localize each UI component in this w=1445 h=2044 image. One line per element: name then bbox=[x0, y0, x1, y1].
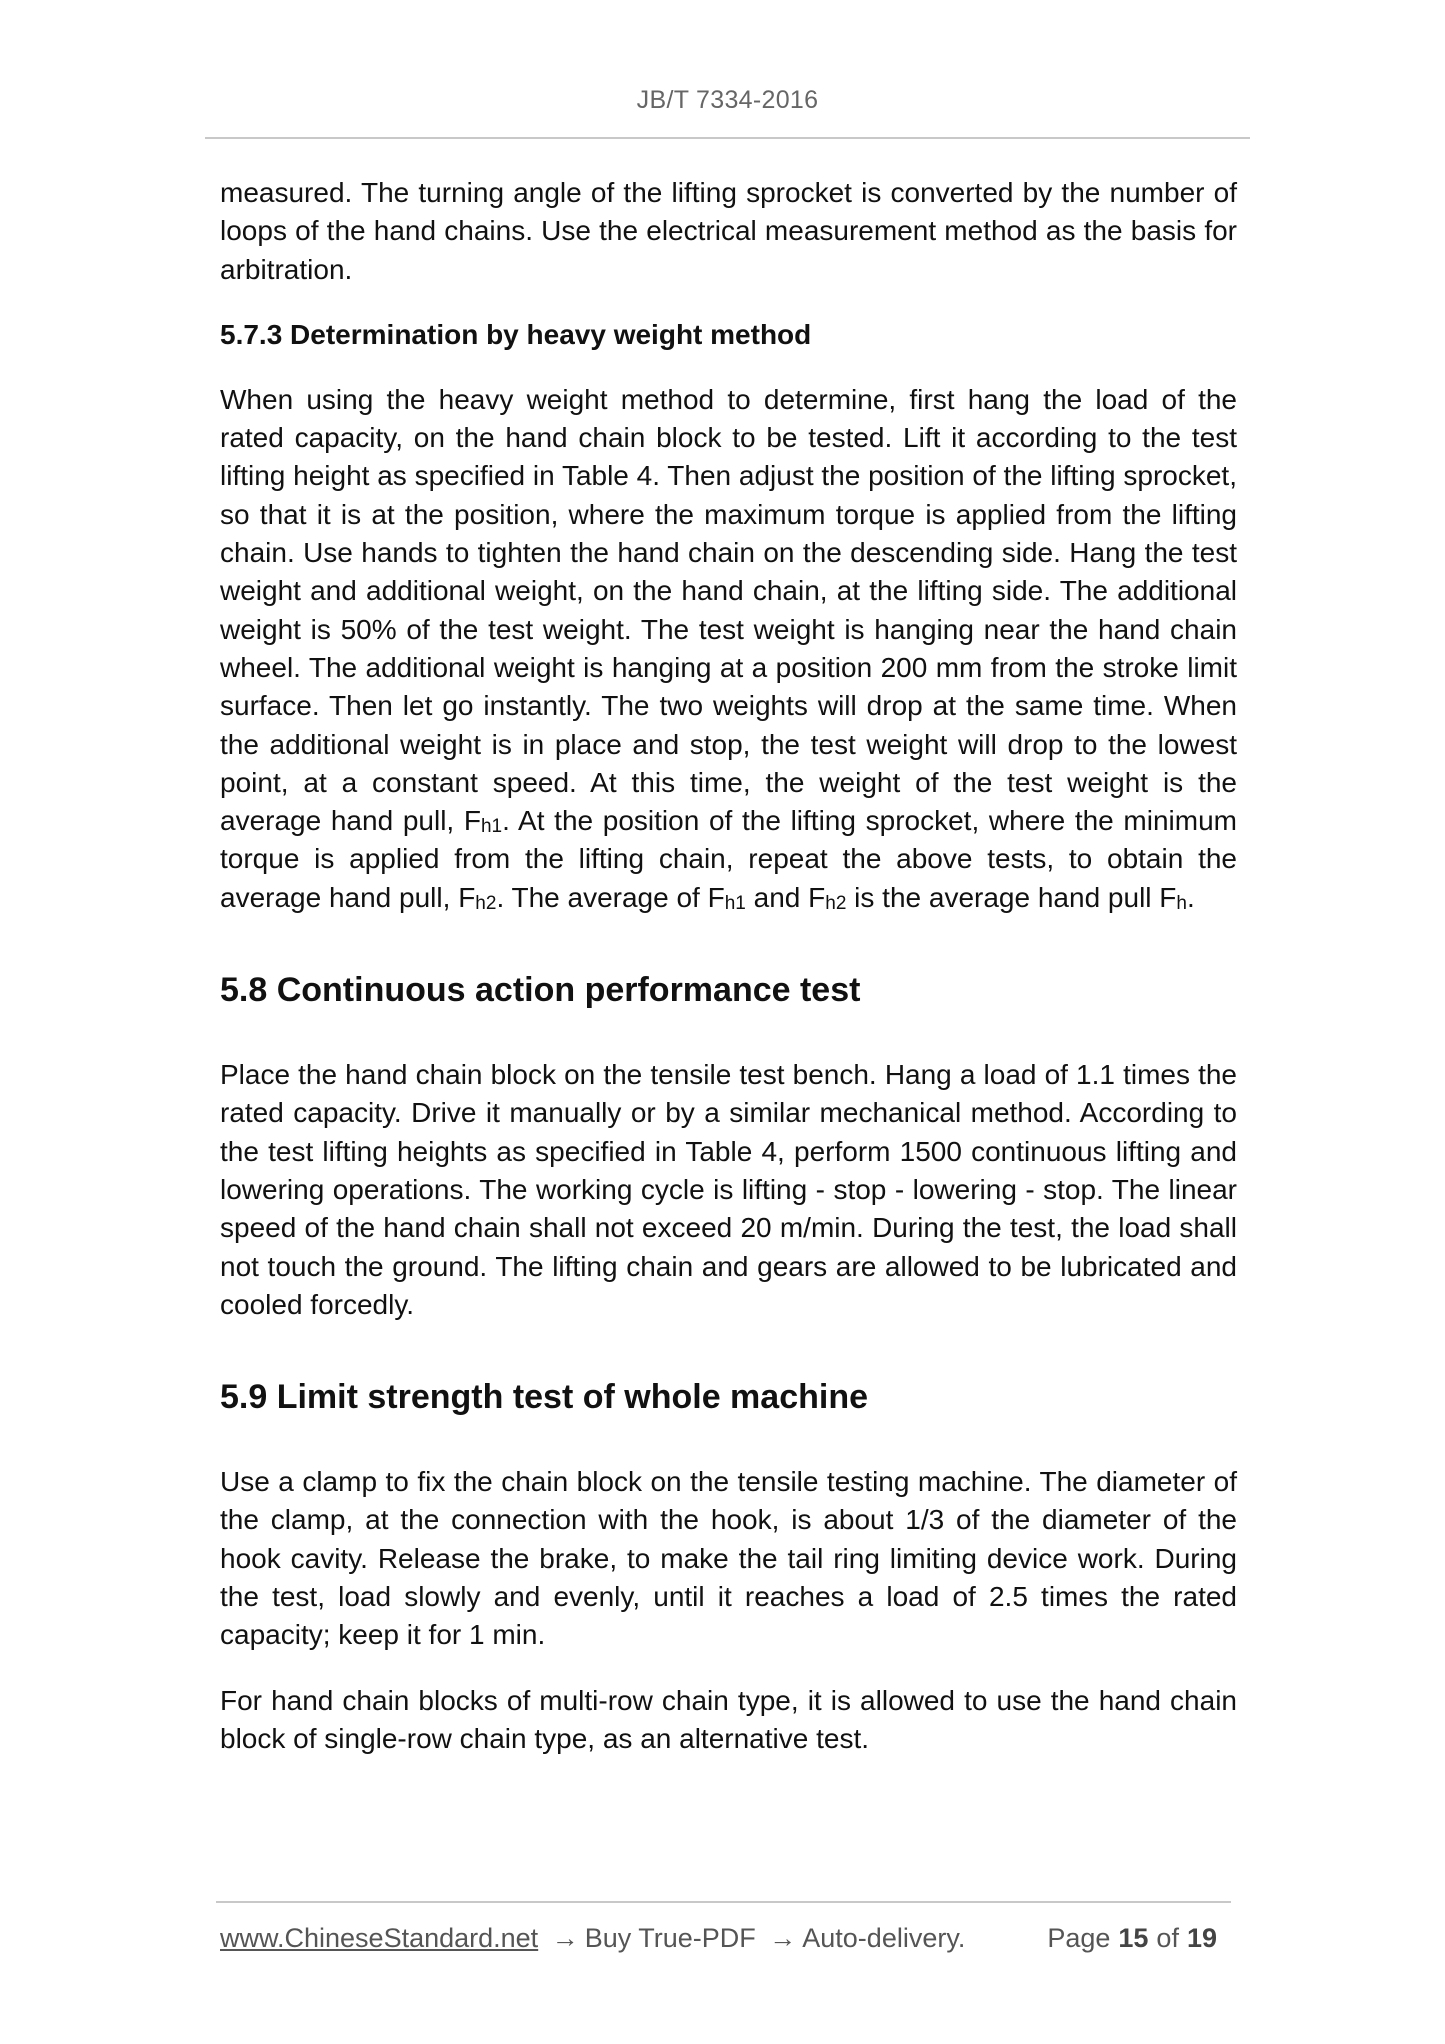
subscript-h2: h2 bbox=[475, 892, 497, 914]
header-divider bbox=[205, 137, 1250, 139]
symbol-F: F bbox=[1159, 881, 1177, 913]
footer-divider bbox=[216, 1901, 1231, 1903]
page-label: Page bbox=[1047, 1923, 1111, 1953]
section-heading-5-8: 5.8 Continuous action performance test bbox=[220, 971, 861, 1010]
subscript-h1: h1 bbox=[480, 816, 503, 838]
page-total: 19 bbox=[1186, 1923, 1217, 1953]
subscript-h2: h2 bbox=[825, 892, 847, 914]
symbol-F: F bbox=[707, 881, 725, 913]
subscript-h: h bbox=[1176, 892, 1187, 914]
section-heading-5-9: 5.9 Limit strength test of whole machine bbox=[220, 1378, 868, 1417]
text-run: is the average hand pull bbox=[846, 881, 1160, 913]
page-content bbox=[220, 174, 1237, 1758]
page-footer bbox=[220, 1918, 1225, 1958]
arrow-right-icon: → bbox=[769, 1923, 797, 1953]
website-link[interactable]: www.ChineseStandard.net bbox=[220, 1923, 539, 1953]
text-run: When using the heavy weight method to determine, first hang the load of the rated capacity, on the hand chain block to be tested. Lift it according to the test lifting height as specified in Table 4. Then adjust the position of the lifting sprocket, so that it is at the position, where the maximum torque is applied from the lifting chain. Use hands to tighten the hand chain on the descending side. Hang the test weight and additional weight, on the hand chain, at the lifting side. The additional weight is 50% of the test weight. The test weight is hanging near the hand chain wheel. The additional weight is hanging at a position 200 mm from the stroke limit surface. Then let go instantly. The two weights will drop at the same time. When the additional weight is in place and stop, the test weight will drop to the lowest point, at a constant speed. At this time, the weight of the test weight is the average hand pull, bbox=[220, 383, 1237, 837]
paragraph-multi-row-chain: For hand chain blocks of multi-row chain type, it is allowed to use the hand chain block of single-row chain type, as an alternative test. bbox=[220, 1684, 1237, 1754]
subscript-h1: h1 bbox=[724, 892, 746, 914]
auto-delivery-text: Auto-delivery. bbox=[802, 1923, 966, 1953]
page-of-label: of bbox=[1156, 1923, 1179, 1953]
paragraph-continuous-action: Place the hand chain block on the tensile test bench. Hang a load of 1.1 times the rated capacity. Drive it manually or by a similar mechanical method. According to the test lifting heights as specified in Table 4, perform 1500 continuous lifting and lowering operations. The working cycle is lifting - stop - lowering - stop. The linear speed of the hand chain shall not exceed 20 m/min. During the test, the load shall not touch the ground. The lifting chain and gears are allowed to be lubricated and cooled forcedly. bbox=[220, 1059, 1237, 1320]
buy-true-pdf-text: Buy True-PDF bbox=[584, 1923, 756, 1953]
paragraph-limit-strength: Use a clamp to fix the chain block on the tensile testing machine. The diameter of the clamp, at the connection with the hook, is about 1/3 of the diameter of the hook cavity. Release the brake, to make the tail ring limiting device work. During the test, load slowly and evenly, until it reaches a load of 2.5 times the rated capacity; keep it for 1 min. bbox=[220, 1466, 1237, 1651]
paragraph-heavy-weight-method bbox=[220, 381, 1237, 917]
text-run: . bbox=[1186, 881, 1195, 913]
symbol-F: F bbox=[463, 805, 481, 837]
text-run: . At the position of the lifting sprocket, where the minimum torque is applied from the lifting chain, repeat the above tests, to obtain the average hand pull, bbox=[220, 805, 1237, 913]
standard-number: JB/T 7334-2016 bbox=[636, 86, 819, 114]
symbol-F: F bbox=[808, 881, 826, 913]
page-current: 15 bbox=[1118, 1923, 1149, 1953]
text-run: and bbox=[745, 881, 809, 913]
page-indicator bbox=[1047, 1918, 1225, 1958]
continued-paragraph: measured. The turning angle of the lifting sprocket is converted by the number of loops of the hand chains. Use the electrical measurement method as the basis for arbitration. bbox=[220, 177, 1237, 285]
text-run: . The average of bbox=[496, 881, 708, 913]
document-header bbox=[205, 86, 1250, 115]
arrow-right-icon: → bbox=[551, 1923, 579, 1953]
section-heading-5-7-3: 5.7.3 Determination by heavy weight method bbox=[220, 318, 812, 350]
symbol-F: F bbox=[458, 881, 476, 913]
